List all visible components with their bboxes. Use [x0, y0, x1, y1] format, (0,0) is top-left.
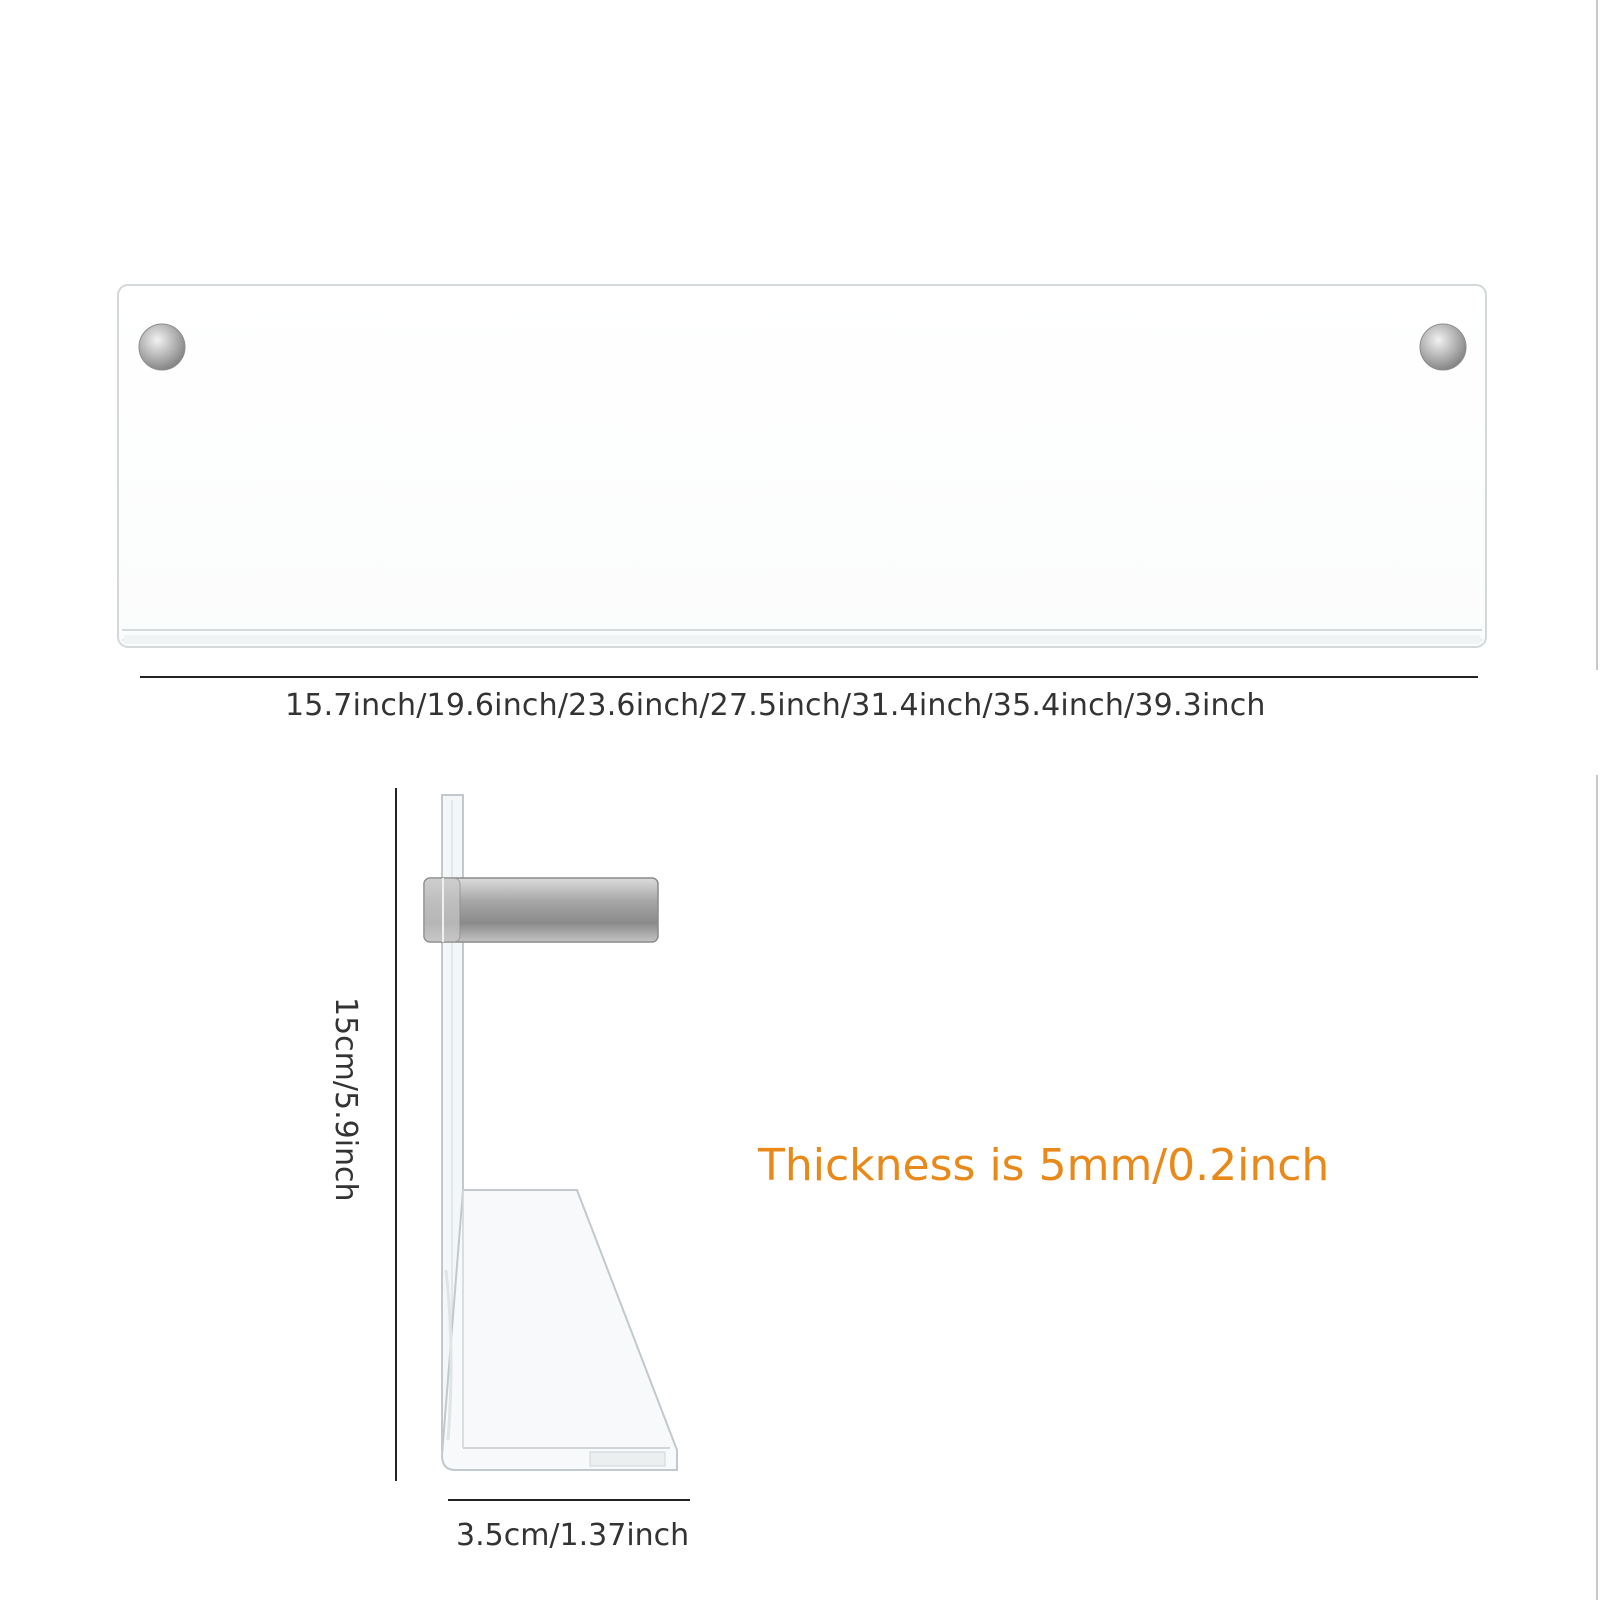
side-view-shelf — [424, 795, 677, 1470]
side-shelf-base — [442, 1190, 677, 1470]
right-standoff-icon — [1420, 324, 1466, 370]
shelf-edge-texture — [590, 1452, 665, 1466]
left-standoff-icon — [139, 324, 185, 370]
acrylic-back-panel — [118, 285, 1486, 647]
depth-dimension-label: 3.5cm/1.37inch — [456, 1518, 690, 1553]
thickness-note: Thickness is 5mm/0.2inch — [758, 1140, 1330, 1191]
shelf-lip — [124, 635, 1480, 644]
height-dimension-label: 15cm/5.9inch — [328, 997, 363, 1202]
width-dimension-label: 15.7inch/19.6inch/23.6inch/27.5inch/31.4inch/35.4inch/39.3inch — [285, 688, 1266, 723]
front-view-shelf — [118, 285, 1486, 647]
